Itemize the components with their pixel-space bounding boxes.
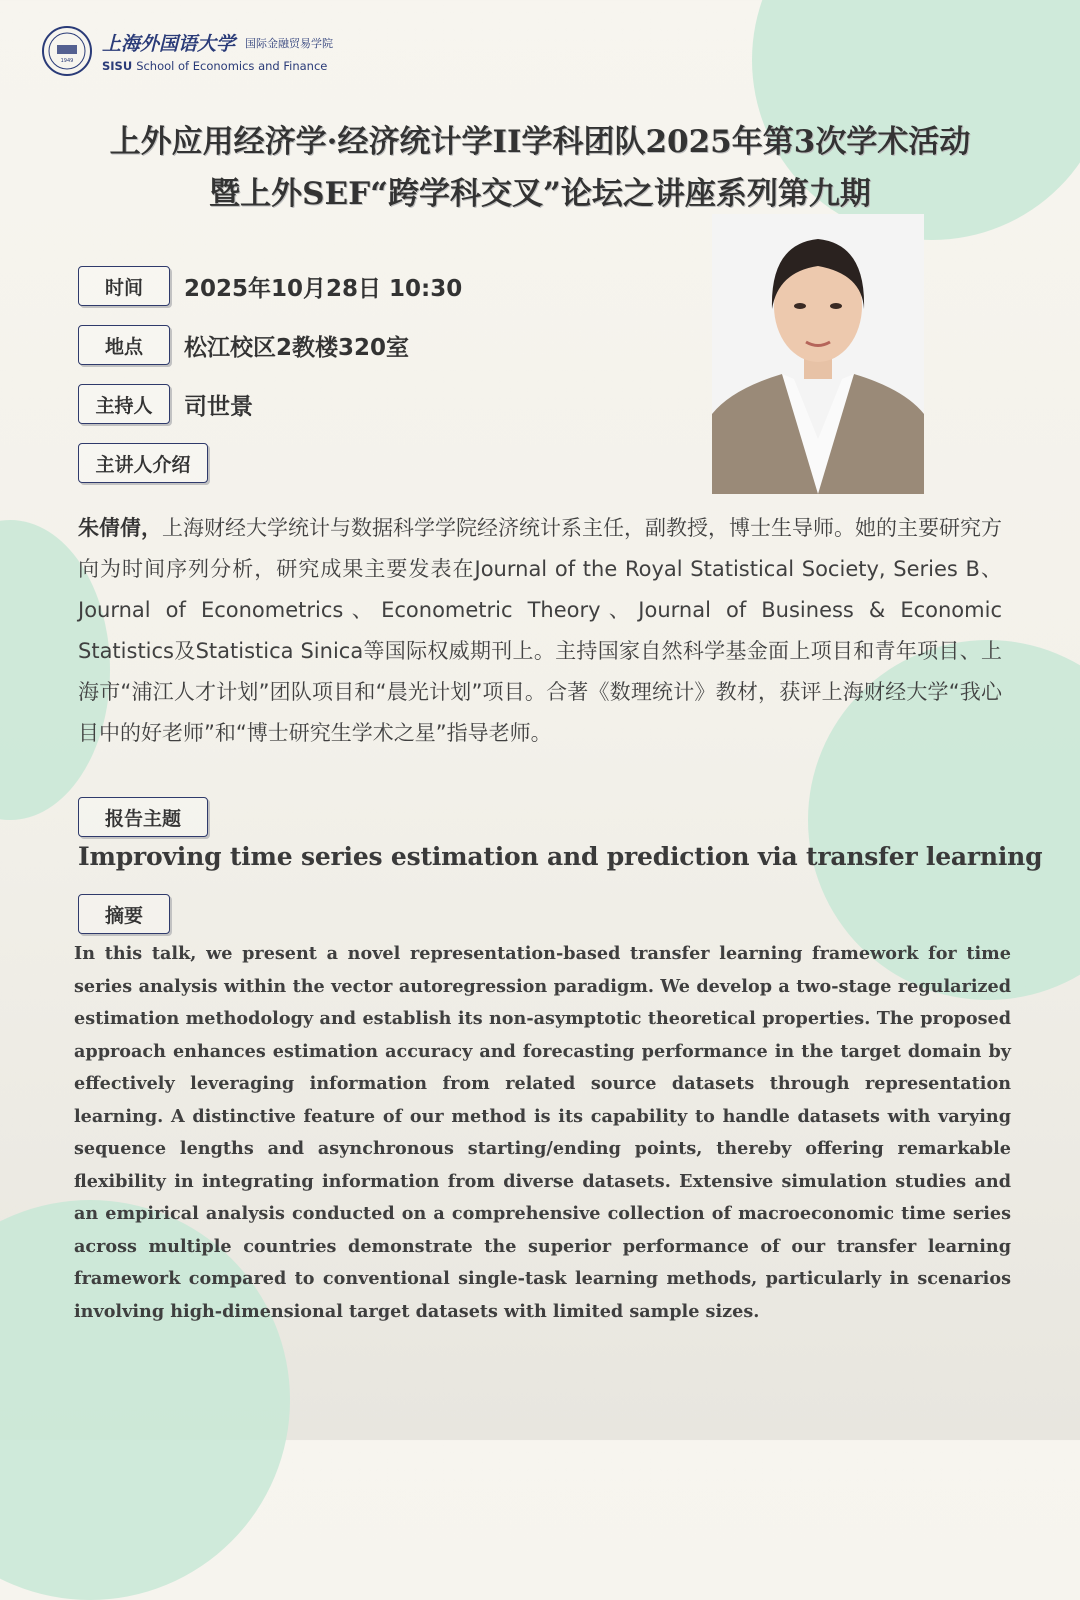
university-name-cn: 上海外国语大学 [102, 33, 236, 55]
place-value: 松江校区2教楼320室 [184, 335, 410, 361]
school-name-cn: 国际金融贸易学院 [245, 36, 334, 50]
seal-year: 1949 [60, 58, 74, 64]
event-title-line1: 上外应用经济学·经济统计学II学科团队2025年第3次学术活动 [109, 124, 971, 160]
place-label-tag: 地点 [78, 325, 170, 365]
time-label-tag: 时间 [78, 266, 170, 306]
talk-topic: Improving time series estimation and prediction via transfer learning [78, 842, 1043, 871]
speaker-bio [78, 508, 1002, 754]
host-value: 司世景 [184, 394, 253, 420]
school-name-en: School of Economics and Finance [136, 59, 328, 73]
topic-label-tag: 报告主题 [78, 797, 208, 837]
abstract-label-tag: 摘要 [78, 894, 170, 934]
host-label-tag: 主持人 [78, 384, 170, 424]
university-abbr: SISU [102, 59, 133, 73]
university-seal-icon [42, 26, 92, 76]
abstract-text: In this talk, we present a novel representation-based transfer learning framework for time series analysis within the vector autoregression paradigm. We develop a two-stage regularized estimation methodology and establish its non-asymptotic theoretical properties. The proposed approach enhances estimation accuracy and forecasting performance in the target domain by effectively leveraging information from related source datasets through representation learning. A distinctive feature of our method is its capability to handle datasets with varying sequence lengths and asynchronous starting/ending points, thereby offering remarkable flexibility in integrating information from diverse datasets. Extensive simulation studies and an empirical analysis conducted on a comprehensive collection of macroeconomic time series across multiple countries demonstrate the superior performance of our transfer learning framework compared to conventional single-task learning methods, particularly in scenarios involving high-dimensional target datasets with limited sample sizes. [74, 943, 1011, 1322]
speaker-bio-text: 上海财经大学统计与数据科学学院经济统计系主任，副教授，博士生导师。她的主要研究方向为时间序列分析，研究成果主要发表在Journal of the Royal Statistical Society, Series B、Journal of Econometrics、Econometric Theory、Journal of Business & Economic Statistics及Statistica Sinica等国际权威期刊上。主持国家自然科学基金面上项目和青年项目、上海市“浦江人才计划”团队项目和“晨光计划”项目。合著《数理统计》教材，获评上海财经大学“我心目中的好老师”和“博士研究生学术之星”指导老师。 [78, 516, 1002, 745]
time-value: 2025年10月28日 10:30 [184, 276, 463, 302]
speaker-photo [712, 214, 924, 494]
event-title-line2: 暨上外SEF“跨学科交叉”论坛之讲座系列第九期 [209, 176, 871, 212]
speaker-intro-tag: 主讲人介绍 [78, 443, 208, 483]
university-logo [42, 26, 333, 76]
speaker-name: 朱倩倩， [78, 516, 162, 540]
